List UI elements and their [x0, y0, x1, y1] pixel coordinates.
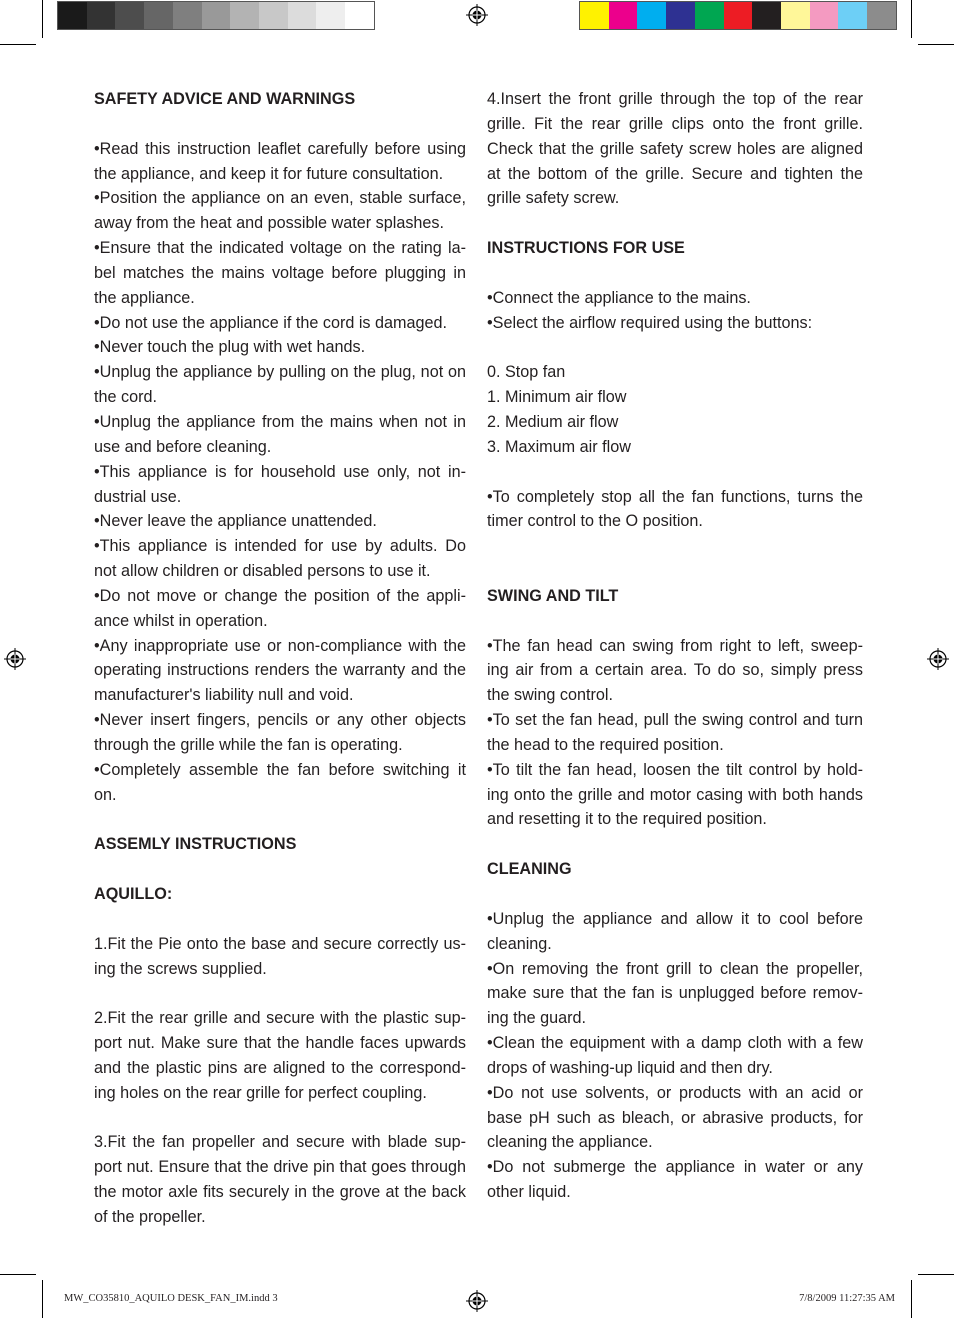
process-color-bar — [579, 1, 897, 30]
bullet-item: •Unplug the appliance by pulling on the plug, not on the cord. — [94, 363, 466, 407]
bullet-item: •Never insert fingers, pencils or any other objects through the grille while the fan is operating. — [94, 711, 466, 754]
spacer — [94, 907, 466, 932]
color-swatch — [173, 2, 202, 29]
section-heading: INSTRUCTIONS FOR USE — [487, 239, 685, 258]
bullet-item: •This appliance is intended for use by adults. Do not allow children or disabled persons to use it. — [94, 537, 466, 581]
bullet-item: •To completely stop all the fan functions, turns the timer control to the O position. — [487, 487, 863, 531]
paragraph: 3.Fit the fan propeller and secure with blade sup-port nut. Ensure that the drive pin that goes through the motor axle fits securely in the grove at the back of the propeller. — [94, 1133, 466, 1226]
bullet-item: •Clean the equipment with a damp cloth with a few drops of washing-up liquid and then dry. — [487, 1034, 863, 1077]
bullet-item: •This appliance is for household use only, not in-dustrial use. — [94, 462, 466, 506]
spacer — [94, 981, 466, 1006]
section-heading: AQUILLO: — [94, 885, 173, 903]
right-text-column — [487, 87, 863, 1205]
bullet-item: •Read this instruction leaflet carefully before using the appliance, and keep it for future consultation. — [94, 139, 466, 183]
color-swatch — [810, 2, 839, 29]
paragraph: 2.Fit the rear grille and secure with the plastic sup-port nut. Make sure that the handle faces upwards and the plastic pins are aligned to the correspond-ing holes on the rear grille for perfect coupling. — [94, 1009, 466, 1102]
section-heading: CLEANING — [487, 860, 572, 879]
spacer — [487, 534, 863, 584]
crop-mark — [918, 44, 954, 45]
color-swatch — [781, 2, 810, 29]
spacer — [94, 857, 466, 882]
bullet-item: •Never touch the plug with wet hands. — [94, 338, 366, 357]
section-heading: SWING AND TILT — [487, 586, 619, 605]
list-item: 3. Maximum air flow — [487, 437, 631, 456]
registration-mark-icon — [466, 1290, 488, 1312]
crop-mark — [911, 0, 912, 38]
crop-mark — [42, 0, 43, 38]
crop-mark — [911, 1280, 912, 1318]
color-swatch — [752, 2, 781, 29]
registration-mark-icon — [466, 4, 488, 26]
bullet-item: •Position the appliance on an even, stable surface, away from the heat and possible water splashes. — [94, 189, 466, 233]
bullet-item: •Do not use solvents, or products with an acid or base pH such as bleach, or abrasive products, for cleaning the appliance. — [487, 1083, 863, 1152]
color-swatch — [144, 2, 173, 29]
color-swatch — [838, 2, 867, 29]
color-swatch — [58, 2, 87, 29]
bullet-item: •Select the airflow required using the buttons: — [487, 313, 813, 332]
color-swatch — [87, 2, 116, 29]
registration-mark-icon — [927, 648, 949, 670]
color-swatch — [609, 2, 638, 29]
bullet-item: •The fan head can swing from right to left, sweep-ing air from a certain area. To do so, simply press the swing control. — [487, 636, 863, 705]
paragraph: 1.Fit the Pie onto the base and secure correctly us-ing the screws supplied. — [94, 934, 466, 978]
color-swatch — [695, 2, 724, 29]
bullet-item: •Any inappropriate use or non-compliance with the operating instructions renders the warranty and the manufacturer's liability null and void. — [94, 636, 466, 705]
crop-mark — [42, 1280, 43, 1318]
bullet-item: •Do not move or change the position of the appli-ance whilst in operation. — [94, 586, 466, 630]
color-swatch — [666, 2, 695, 29]
registration-mark-icon — [4, 648, 26, 670]
bullet-item: •To set the fan head, pull the swing control and turn the head to the required position. — [487, 711, 863, 754]
bullet-item: •Do not use the appliance if the cord is damaged. — [94, 313, 448, 332]
spacer — [94, 807, 466, 832]
color-swatch — [115, 2, 144, 29]
footer-file-name: MW_CO35810_AQUILO DESK_FAN_IM.indd 3 — [64, 1293, 278, 1304]
spacer — [94, 1106, 466, 1131]
section-heading: SAFETY ADVICE AND WARNINGS — [94, 90, 356, 108]
bullet-item: •Never leave the appliance unattended. — [94, 512, 377, 531]
color-swatch — [316, 2, 345, 29]
color-swatch — [259, 2, 288, 29]
footer-timestamp: 7/8/2009 11:27:35 AM — [799, 1293, 895, 1304]
bullet-item: •On removing the front grill to clean the propeller, make sure that the fan is unplugged before remov-ing the guard. — [487, 959, 863, 1028]
spacer — [94, 112, 466, 137]
bullet-item: •Unplug the appliance and allow it to cool before cleaning. — [487, 909, 863, 953]
spacer — [487, 261, 863, 286]
color-swatch — [724, 2, 753, 29]
spacer — [487, 335, 863, 360]
color-swatch — [580, 2, 609, 29]
bullet-item: •Completely assemble the fan before switching it on. — [94, 760, 466, 804]
list-item: 1. Minimum air flow — [487, 388, 627, 407]
spacer — [487, 832, 863, 857]
section-heading: ASSEMLY INSTRUCTIONS — [94, 835, 297, 854]
list-item: 2. Medium air flow — [487, 412, 619, 431]
bullet-item: •Ensure that the indicated voltage on the rating la-bel matches the mains voltage before plugging in the appliance. — [94, 239, 466, 307]
list-item: 0. Stop fan — [487, 363, 566, 382]
spacer — [487, 460, 863, 485]
crop-mark — [0, 44, 36, 45]
bullet-item: •Unplug the appliance from the mains when not in use and before cleaning. — [94, 412, 466, 456]
color-swatch — [230, 2, 259, 29]
spacer — [487, 609, 863, 634]
spacer — [487, 211, 863, 236]
crop-mark — [918, 1274, 954, 1275]
paragraph: 4.Insert the front grille through the top of the rear grille. Fit the rear grille clips onto the front grille. Check that the grille safety screw holes are aligned at the bottom of the grille. Secure and tighten the grille safety screw. — [487, 90, 863, 208]
color-swatch — [345, 2, 374, 29]
bullet-item: •Do not submerge the appliance in water or any other liquid. — [487, 1158, 863, 1202]
left-text-column — [94, 87, 466, 1230]
grayscale-color-bar — [57, 1, 375, 30]
color-swatch — [202, 2, 231, 29]
spacer — [487, 882, 863, 907]
crop-mark — [0, 1274, 36, 1275]
bullet-item: •Connect the appliance to the mains. — [487, 288, 751, 307]
color-swatch — [637, 2, 666, 29]
color-swatch — [867, 2, 896, 29]
bullet-item: •To tilt the fan head, loosen the tilt control by hold-ing onto the grille and motor casing with both hands and resetting it to the required position. — [487, 760, 863, 829]
color-swatch — [288, 2, 317, 29]
